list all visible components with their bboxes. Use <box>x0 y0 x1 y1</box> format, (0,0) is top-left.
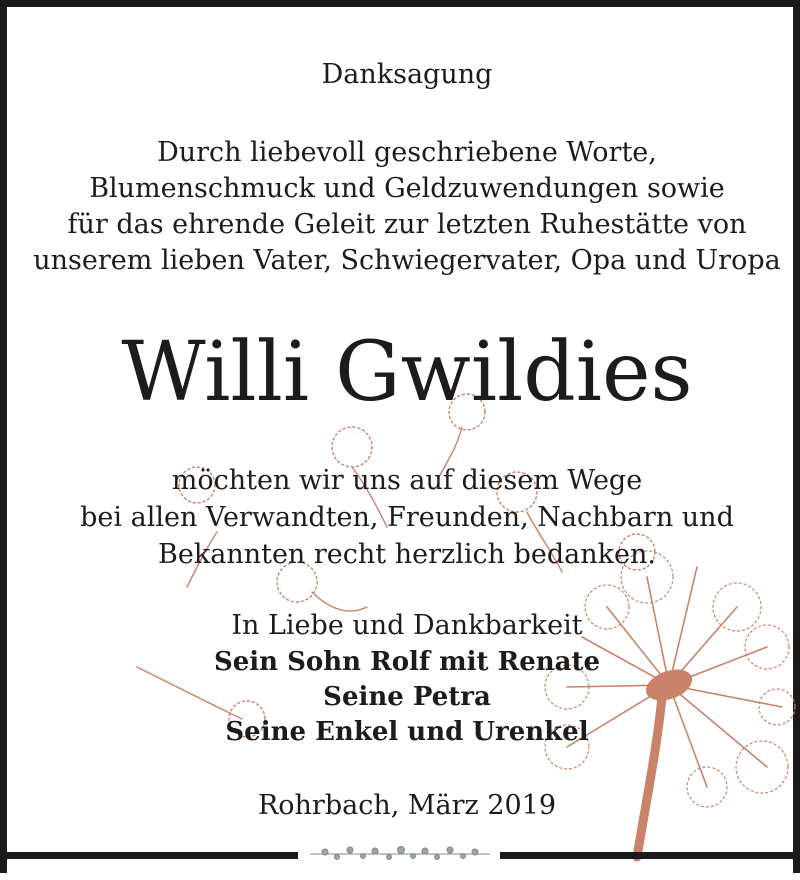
intro-line: unserem lieben Vater, Schwiegervater, Opa und Uropa <box>33 245 781 276</box>
signature-line: Seine Enkel und Urenkel <box>225 717 589 747</box>
thanks-line: bei allen Verwandten, Freunden, Nachbarn und <box>80 502 734 533</box>
intro-line: für das ehrende Geleit zur letzten Ruhestätte von <box>67 209 747 240</box>
intro-line: Blumenschmuck und Geldzuwendungen sowie <box>89 173 725 204</box>
deceased-name: Willi Gwildies <box>121 325 693 420</box>
intro-line: Durch liebevoll geschriebene Worte, <box>157 137 657 168</box>
signature-line: Seine Petra <box>323 682 491 712</box>
heading: Danksagung <box>321 59 493 90</box>
thanks-line: möchten wir uns auf diesem Wege <box>171 465 643 496</box>
floral-ornament-icon <box>305 838 495 870</box>
bottom-rule-right <box>500 852 800 859</box>
signature-line: Sein Sohn Rolf mit Renate <box>213 647 601 677</box>
closing-phrase: In Liebe und Dankbarkeit <box>231 610 583 641</box>
thanks-line: Bekannten recht herzlich bedanken. <box>158 539 656 570</box>
place-date: Rohrbach, März 2019 <box>257 790 557 821</box>
bottom-rule-left <box>0 852 298 859</box>
